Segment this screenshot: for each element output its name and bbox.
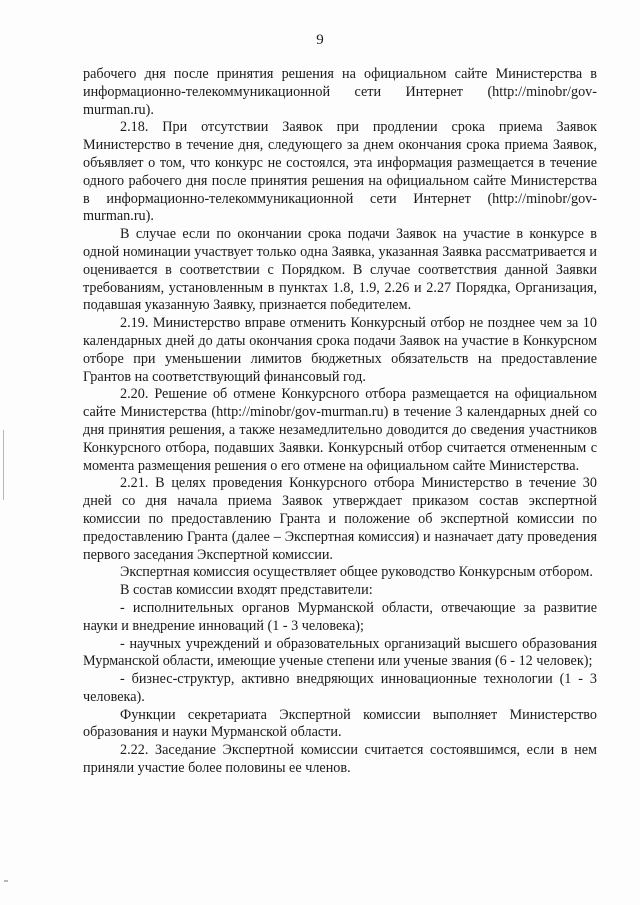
list-item: - исполнительных органов Мурманской области, отвечающие за развитие науки и внедрение инноваций (1 - 3 человека); <box>83 599 597 634</box>
paragraph: В состав комиссии входят представители: <box>120 582 373 599</box>
page-number: 9 <box>316 32 324 48</box>
paragraph: 2.18. При отсутствии Заявок при продлении срока приема Заявок Министерство в течение дня, следующего за днем окончания срока приема Заявок, объявляет о том, что конкурс не состоялся, эта информация размещается в течение одного рабочего дня после принятия решения на официальном сайте Министерства в информационно-телекоммуникационной сети Интернет (http://minobr/gov-murman.ru). <box>83 119 597 225</box>
list-item: - бизнес-структур, активно внедряющих инновационные технологии (1 - 3 человека). <box>83 671 597 705</box>
paragraph: 2.19. Министерство вправе отменить Конкурсный отбор не позднее чем за 10 календарных дней до даты окончания срока подачи Заявок на участие в Конкурсном отборе при уменьшении лимитов бюджетных обязательств на предоставление Грантов на соответствующий финансовый год. <box>83 315 597 385</box>
paragraph: Функции секретариата Экспертной комиссии выполняет Министерство образования и науки Мурманской области. <box>83 706 597 741</box>
scan-margin-mark <box>3 430 4 500</box>
paragraph: В случае если по окончании срока подачи Заявок на участие в конкурсе в одной номинации участвует только одна Заявка, указанная Заявка рассматривается и оценивается в соответствии с Порядком. В случае соответствия данной Заявки требованиям, установленным в пунктах 1.8, 1.9, 2.26 и 2.27 Порядка, Организация, подавшая указанную Заявку, признается победителем. <box>83 226 597 314</box>
paragraph: рабочего дня после принятия решения на официальном сайте Министерства в информационно-телекоммуникационной сети Интернет (http://minobr/gov-murman.ru). <box>83 66 597 118</box>
paragraph: Экспертная комиссия осуществляет общее руководство Конкурсным отбором. <box>120 564 593 581</box>
document-body <box>83 66 597 778</box>
scan-corner-mark <box>4 880 8 882</box>
paragraph: 2.21. В целях проведения Конкурсного отбора Министерство в течение 30 дней со дня начала приема Заявок утверждает приказом состав экспертной комиссии по предоставлению Гранта и положение об экспертной комиссии по предоставлению Гранта (далее – Экспертная комиссия) и назначает дату проведения первого заседания Экспертной комиссии. <box>83 475 597 563</box>
paragraph: 2.22. Заседание Экспертной комиссии считается состоявшимся, если в нем приняли участие более половины ее членов. <box>83 742 597 777</box>
paragraph: 2.20. Решение об отмене Конкурсного отбора размещается на официальном сайте Министерства (http://minobr/gov-murman.ru) в течение 3 календарных дней со дня принятия решения, а также незамедлительно доводится до сведения участников Конкурсного отбора, подавших Заявки. Конкурсный отбор считается отмененным с момента размещения решения о его отмене на официальном сайте Министерства. <box>83 386 597 474</box>
list-item: - научных учреждений и образовательных организаций высшего образования Мурманской области, имеющие ученые степени или ученые звания (6 - 12 человек); <box>83 635 597 670</box>
